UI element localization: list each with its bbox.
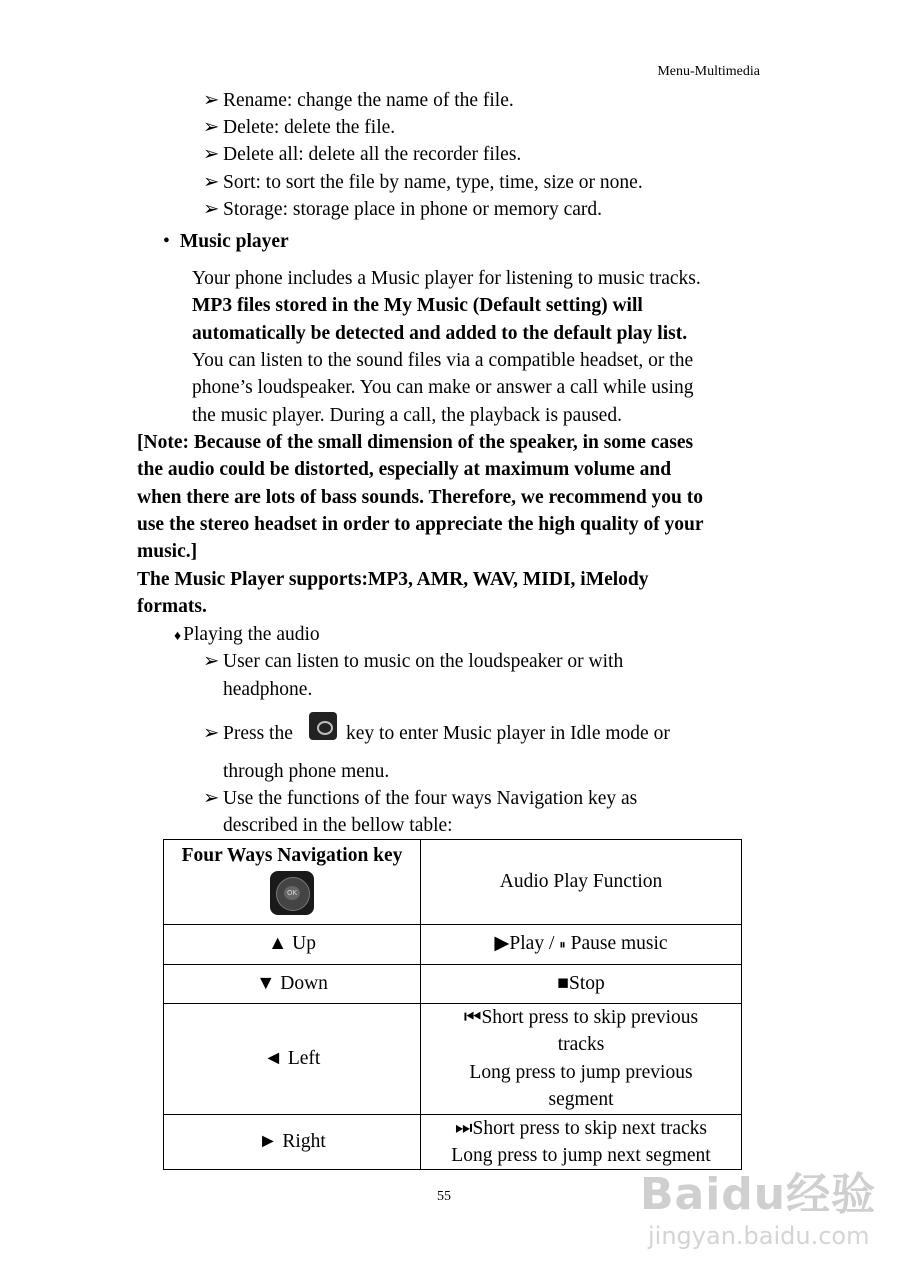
table-row [164, 840, 742, 925]
list-item: ➢ Delete: delete the file. [203, 114, 395, 141]
arrow-bullet-icon: ➢ [203, 199, 220, 220]
arrow-bullet-icon: ➢ [203, 117, 220, 138]
function-up: ▶Play / ⏸ Pause music [421, 924, 742, 964]
playing-audio-list: ➢ User can listen to music on the loudspeaker or with headphone. ➢ Press the key to enter Music player in Idle mode or through phone menu. ➢ Use the functions of the four ways Navigation key as described in the bellow table: [0, 0, 905, 28]
diamond-bullet-icon: ♦ [174, 629, 182, 644]
baidu-watermark [640, 1158, 880, 1268]
watermark-logo: Baidu经验 [640, 1169, 877, 1220]
list-item: ➢ User can listen to music on the loudspeaker or with [203, 648, 623, 675]
list-item: ➢ Use the functions of the four ways Navigation key as [203, 785, 637, 812]
arrow-bullet-icon: ➢ [203, 651, 220, 672]
arrow-bullet-icon: ➢ [203, 144, 220, 165]
navigation-key-icon: OK [270, 871, 314, 915]
table-row [164, 964, 742, 1003]
music-key-icon [309, 712, 337, 740]
arrow-bullet-icon: ➢ [203, 90, 220, 111]
pause-icon: ⏸ [559, 936, 566, 952]
list-item: ➢ Storage: storage place in phone or memory card. [203, 196, 602, 223]
key-left: ◄ Left [164, 1003, 421, 1114]
function-left: ⏮Short press to skip previous tracks Long press to jump previous segment [421, 1003, 742, 1114]
key-right: ► Right [164, 1114, 421, 1170]
navigation-key-table [163, 839, 742, 1170]
list-item: ➢ Rename: change the name of the file. [203, 87, 514, 114]
key-down: ▼ Down [164, 964, 421, 1003]
list-item: ➢ Press the [203, 720, 293, 747]
watermark-url: jingyan.baidu.com [648, 1222, 870, 1250]
list-item: ➢ Delete all: delete all the recorder files. [203, 141, 521, 168]
list-item: ➢ Sort: to sort the file by name, type, time, size or none. [203, 169, 643, 196]
arrow-bullet-icon: ➢ [203, 172, 220, 193]
function-right: ⏭Short press to skip next tracks Long press to jump next segment [421, 1114, 742, 1170]
table-header-function: Audio Play Function [421, 840, 742, 925]
table-header-key: Four Ways Navigation key OK [164, 840, 421, 925]
arrow-bullet-icon: ➢ [203, 723, 220, 744]
round-bullet-icon: • [163, 231, 170, 252]
table-row [164, 1003, 742, 1114]
page-number: 55 [437, 1189, 451, 1204]
function-down: ■Stop [421, 964, 742, 1003]
key-up: ▲ Up [164, 924, 421, 964]
table-row [164, 924, 742, 964]
arrow-bullet-icon: ➢ [203, 788, 220, 809]
music-player-heading: • Music player [163, 231, 289, 252]
running-header: Menu-Multimedia [657, 64, 760, 79]
playing-audio-heading: ♦ Playing the audio [174, 624, 320, 645]
